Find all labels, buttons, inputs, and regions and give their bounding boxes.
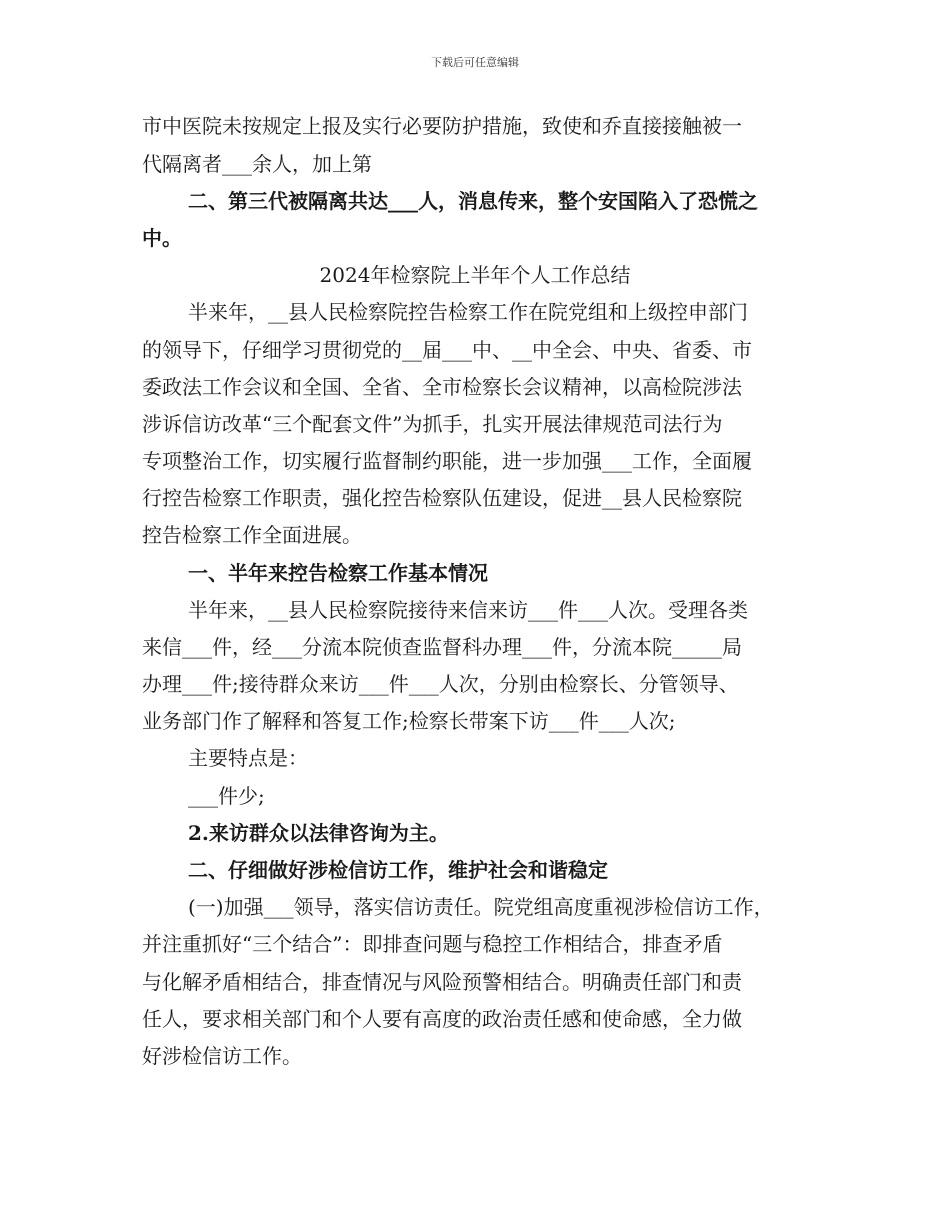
paragraph-line: 专项整治工作，切实履行监督制约职能，进一步加强___工作，全面履 [142, 449, 752, 473]
paragraph-line: 来信___件，经___分流本院侦查监督科办理___件，分流本院_____局 [142, 635, 742, 659]
paragraph-line: 并注重抓好“三个结合”：即排查问题与稳控工作相结合，排查矛盾 [142, 932, 723, 956]
section-heading: 一、半年来控告检察工作基本情况 [188, 561, 488, 585]
list-item: 2.来访群众以法律咨询为主。 [188, 821, 449, 845]
paragraph-line: 业务部门作了解释和答复工作;检察长带案下访___件___人次; [142, 709, 676, 733]
paragraph-line: 主要特点是： [188, 746, 308, 770]
paragraph-line: (一)加强___领导，落实信访责任。院党组高度重视涉检信访工作， [188, 895, 774, 919]
page-header: 下载后可任意编辑 [431, 56, 519, 69]
paragraph-line: 涉诉信访改革“三个配套文件”为抓手，扎实开展法律规范司法行为 [142, 412, 723, 436]
paragraph-line: 半来年，__县人民检察院控告检察工作在院党组和上级控申部门 [188, 300, 748, 324]
section-heading: 中。 [142, 226, 182, 250]
document-title: 2024年检察院上半年个人工作总结 [319, 263, 631, 287]
section-heading: 二、仔细做好涉检信访工作，维护社会和谐稳定 [188, 858, 608, 882]
paragraph-line: 半年来，__县人民检察院接待来信来访___件___人次。受理各类 [188, 598, 748, 622]
paragraph-line: 的领导下，仔细学习贯彻党的__届___中、__中全会、中央、省委、市 [142, 338, 752, 362]
text-line: 代隔离者___余人，加上第 [142, 152, 372, 176]
text-line: 市中医院未按规定上报及实行必要防护措施，致使和乔直接接触被一 [142, 114, 742, 138]
paragraph-line: 委政法工作会议和全国、全省、全市检察长会议精神，以高检院涉法 [142, 375, 742, 399]
paragraph-line: 好涉检信访工作。 [142, 1044, 302, 1068]
paragraph-line: 与化解矛盾相结合，排查情况与风险预警相结合。明确责任部门和责 [142, 970, 742, 994]
paragraph-line: 控告检察工作全面进展。 [142, 523, 362, 547]
section-heading: 二、第三代被隔离共达___人，消息传来，整个安国陷入了恐慌之 [188, 189, 758, 213]
paragraph-line: 办理___件;接待群众来访___件___人次，分别由检察长、分管领导、 [142, 672, 739, 696]
paragraph-line: 行控告检察工作职责，强化控告检察队伍建设，促进__县人民检察院 [142, 486, 742, 510]
paragraph-line: 任人，要求相关部门和个人要有高度的政治责任感和使命感，全力做 [142, 1007, 742, 1031]
paragraph-line: ___件少; [188, 784, 265, 808]
